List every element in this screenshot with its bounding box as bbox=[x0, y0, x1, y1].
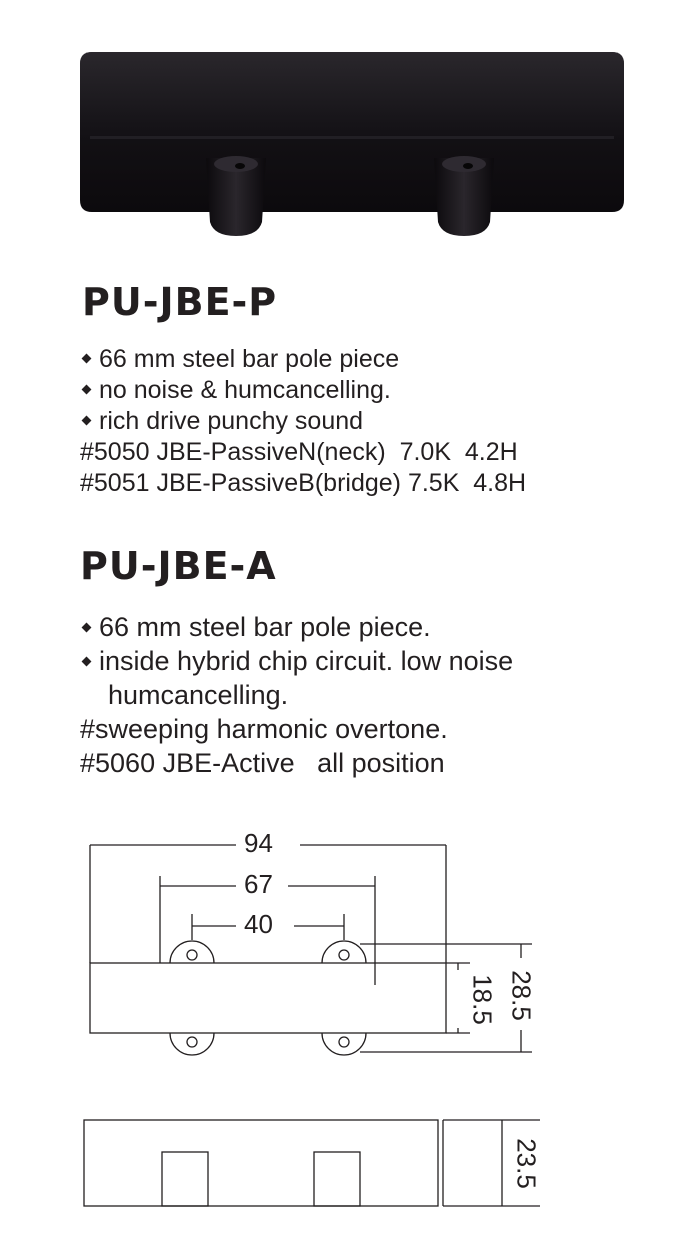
diamond-bullet-icon bbox=[82, 656, 92, 666]
dim-overall-length: 94 bbox=[240, 828, 277, 859]
mount-ear-bottom-right bbox=[322, 1033, 366, 1055]
feature-item: no noise & humcancelling. bbox=[80, 375, 526, 406]
diamond-bullet-icon bbox=[82, 385, 92, 395]
model-line: #5051 JBE-PassiveB(bridge) 7.5K 4.8H bbox=[80, 469, 527, 497]
mounting-leg-left bbox=[206, 156, 266, 236]
dim-total-width: 28.5 bbox=[506, 970, 537, 1021]
dim-height: 23.5 bbox=[511, 1138, 542, 1189]
mount-ear-top-left bbox=[170, 941, 214, 963]
top-view-body bbox=[90, 963, 446, 1033]
product-a-specs bbox=[80, 344, 526, 499]
feature-continuation: humcancelling. bbox=[108, 680, 289, 710]
product-a-title: PU-JBE-P bbox=[82, 280, 278, 324]
side-view-leg-left bbox=[162, 1152, 208, 1206]
product-b-title: PU-JBE-A bbox=[80, 544, 277, 588]
feature-item: 66 mm steel bar pole piece. bbox=[80, 610, 513, 644]
diamond-bullet-icon bbox=[82, 622, 92, 632]
note-line: #5060 JBE-Active all position bbox=[80, 748, 445, 778]
note-line: #sweeping harmonic overtone. bbox=[80, 714, 448, 744]
diamond-bullet-icon bbox=[82, 354, 92, 364]
product-b-specs bbox=[80, 610, 513, 780]
side-view-leg-right bbox=[314, 1152, 360, 1206]
model-line: #5050 JBE-PassiveN(neck) 7.0K 4.2H bbox=[80, 438, 518, 466]
dim-body-width: 18.5 bbox=[467, 974, 498, 1025]
mount-ear-top-right bbox=[322, 941, 366, 963]
feature-item: rich drive punchy sound bbox=[80, 406, 526, 437]
diamond-bullet-icon bbox=[82, 416, 92, 426]
side-view-body bbox=[84, 1120, 438, 1206]
pickup-photo bbox=[0, 0, 700, 260]
feature-item: inside hybrid chip circuit. low noise bbox=[80, 644, 513, 678]
feature-item: 66 mm steel bar pole piece bbox=[80, 344, 526, 375]
mount-ear-bottom-left bbox=[170, 1033, 214, 1055]
mounting-leg-right bbox=[434, 156, 494, 236]
dim-mount-spacing: 67 bbox=[240, 869, 277, 900]
dim-pole-spacing: 40 bbox=[240, 909, 277, 940]
